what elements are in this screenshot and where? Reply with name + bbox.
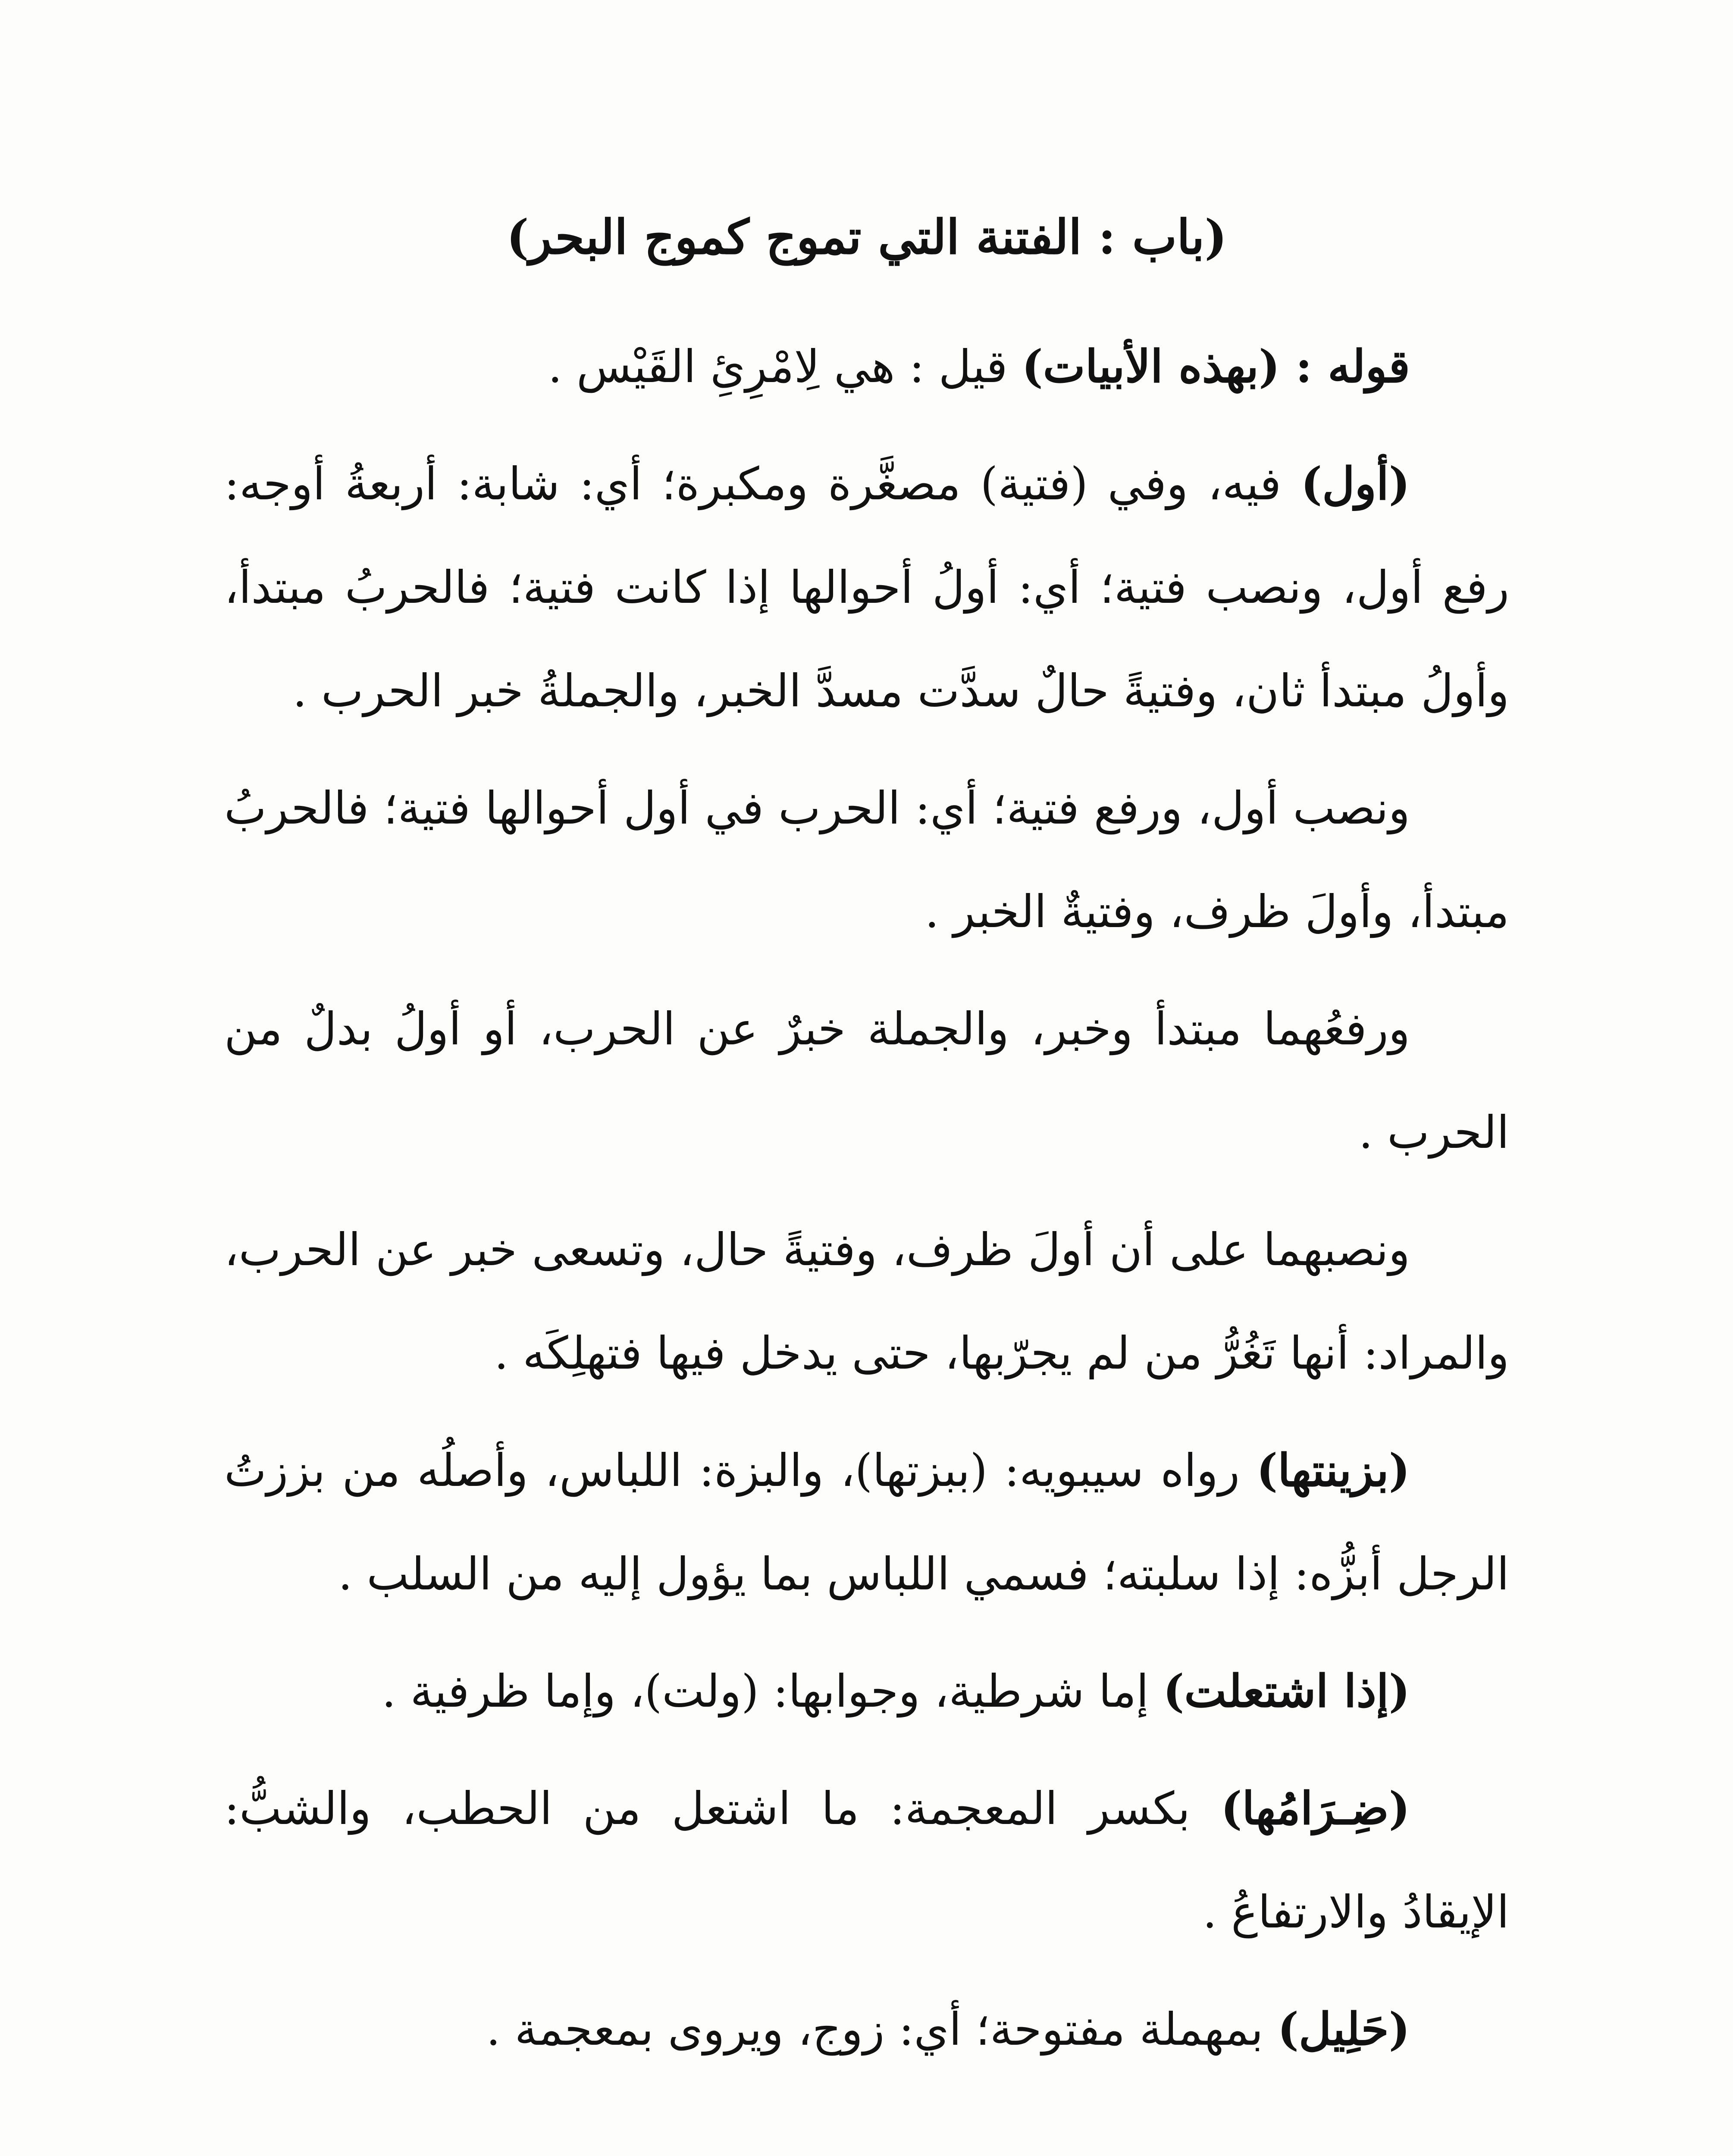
paragraph-text: ورفعُهما مبتدأ وخبر، والجملة خبرٌ عن الحرب، أو أولُ بدلٌ من الحرب . <box>224 1003 1509 1159</box>
paragraph-8 <box>224 1757 1509 1964</box>
paragraph-text: ونصبهما على أن أولَ ظرف، وفتيةً حال، وتسعى خبر عن الحرب، والمراد: أنها تَغُرُّ من لم يجرّبها، حتى يدخل فيها فتهلِكَه . <box>224 1223 1509 1379</box>
text-body <box>224 185 1509 2095</box>
paragraph-text: بكسر المعجمة: ما اشتعل من الحطب، والشبُّ: الإيقادُ والارتفاعُ . <box>224 1782 1509 1938</box>
paragraph-5 <box>224 1198 1509 1405</box>
paragraph-lead: (ضِـرَامُها) <box>1221 1782 1410 1835</box>
paragraph-text: ونصب أول، ورفع فتية؛ أي: الحرب في أول أحوالها فتية؛ فالحربُ مبتدأ، وأولَ ظرف، وفتيةٌ الخبر . <box>224 782 1509 938</box>
paragraph-lead: (أول) <box>1301 457 1410 510</box>
paragraph-1 <box>224 315 1509 418</box>
paragraph-text: رواه سيبويه: (ببزتها)، والبزة: اللباس، وأصلُه من بززتُ الرجل أبزُّه: إذا سلبته؛ فسمي اللباس بما يؤول إليه من السلب . <box>224 1444 1509 1600</box>
paragraph-3 <box>224 756 1509 963</box>
paragraph-text: فيه، وفي (فتية) مصغَّرة ومكبرة؛ أي: شابة: أربعةُ أوجه: رفع أول، ونصب فتية؛ أي: أولُ أحوالها إذا كانت فتية؛ فالحربُ مبتدأ، وأولُ مبتدأ ثان، وفتيةً حالٌ سدَّت مسدَّ الخبر، والجملةُ خبر الحرب . <box>224 458 1509 717</box>
paragraph-text: إما شرطية، وجوابها: (ولت)، وإما ظرفية . <box>382 1665 1163 1717</box>
paragraph-4 <box>224 977 1509 1184</box>
paragraph-lead: (إذا اشتعلت) <box>1163 1664 1410 1717</box>
paragraph-lead: (بزينتها) <box>1256 1444 1410 1497</box>
chapter-title: (باب : الفتنة التي تموج كموج البحر) <box>506 209 1227 265</box>
paragraph-lead: (حَلِيل) <box>1277 2002 1410 2056</box>
paragraph-text: قيل : هي لِامْرِئِ القَيْس . <box>548 340 1022 393</box>
paragraph-7 <box>224 1639 1509 1743</box>
paragraph-lead: قوله : (بهذه الأبيات) <box>1022 340 1410 393</box>
paragraph-2 <box>224 432 1509 743</box>
paragraph-text: بمهملة مفتوحة؛ أي: زوج، ويروى بمعجمة . <box>486 2003 1278 2056</box>
paragraph-9 <box>224 1977 1509 2081</box>
paragraph-6 <box>224 1419 1509 1626</box>
